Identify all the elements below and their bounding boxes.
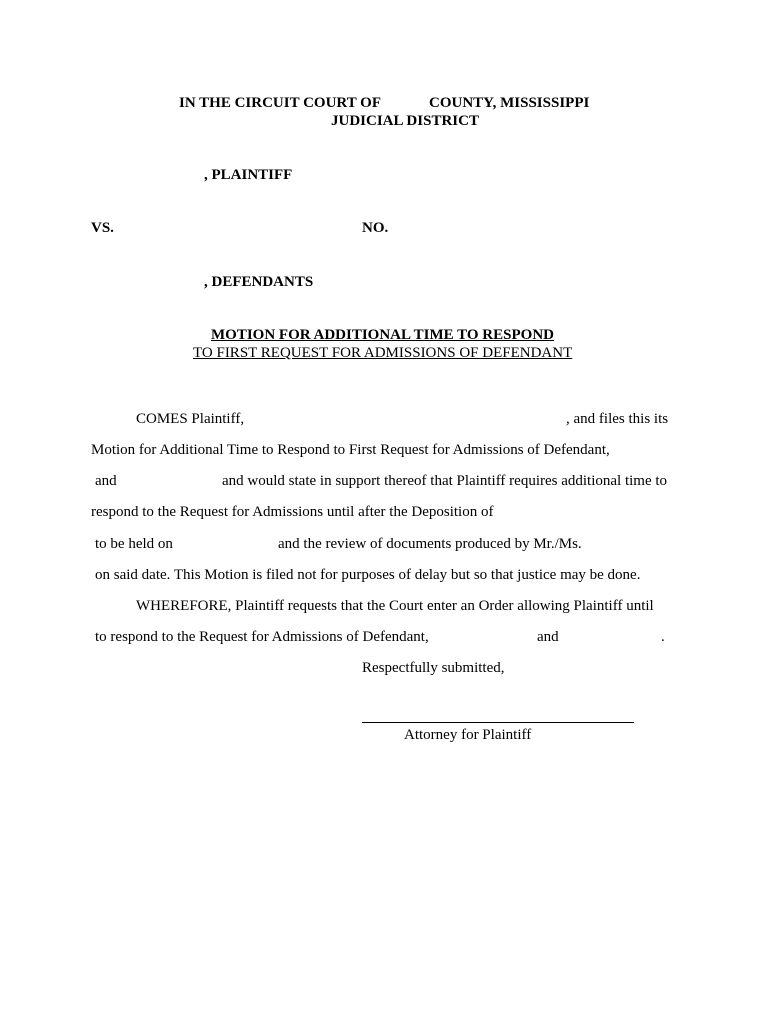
court-line-part2: COUNTY, MISSISSIPPI — [429, 95, 590, 111]
closing-text: Respectfully submitted, — [362, 660, 505, 676]
body-p1-line1-start: COMES Plaintiff, — [136, 411, 245, 427]
motion-title: MOTION FOR ADDITIONAL TIME TO RESPOND — [211, 327, 554, 343]
body-p1-line3-start: and — [95, 473, 117, 489]
attorney-label: Attorney for Plaintiff — [404, 727, 532, 743]
body-p1-line3-end: and would state in support thereof that Plaintiff requires additional time to — [222, 473, 668, 489]
plaintiff-label: , PLAINTIFF — [204, 167, 293, 183]
body-p1-line5-end: and the review of documents produced by Mr./Ms. — [278, 536, 582, 552]
body-p2-line2-mid: and — [537, 629, 559, 645]
signature-line — [362, 722, 634, 723]
court-line-part1: IN THE CIRCUIT COURT OF — [179, 95, 382, 111]
body-p1-line1-end: , and files this its — [566, 411, 669, 427]
body-p2-line2-start: to respond to the Request for Admissions of Defendant, — [95, 629, 429, 645]
case-number-label: NO. — [362, 220, 389, 236]
body-p2-line1: WHEREFORE, Plaintiff requests that the Court enter an Order allowing Plaintiff until — [136, 598, 654, 614]
motion-subtitle: TO FIRST REQUEST FOR ADMISSIONS OF DEFENDANT — [193, 345, 573, 361]
body-p1-line4: respond to the Request for Admissions until after the Deposition of — [91, 504, 494, 520]
body-p1-line6: on said date. This Motion is filed not for purposes of delay but so that justice may be done. — [95, 567, 641, 583]
defendants-label: , DEFENDANTS — [204, 274, 314, 290]
body-p2-line2-end: . — [661, 629, 665, 645]
body-p1-line5-start: to be held on — [95, 536, 173, 552]
vs-label: VS. — [91, 220, 114, 236]
judicial-district: JUDICIAL DISTRICT — [331, 113, 479, 129]
body-p1-line2: Motion for Additional Time to Respond to First Request for Admissions of Defendant, — [91, 442, 610, 458]
